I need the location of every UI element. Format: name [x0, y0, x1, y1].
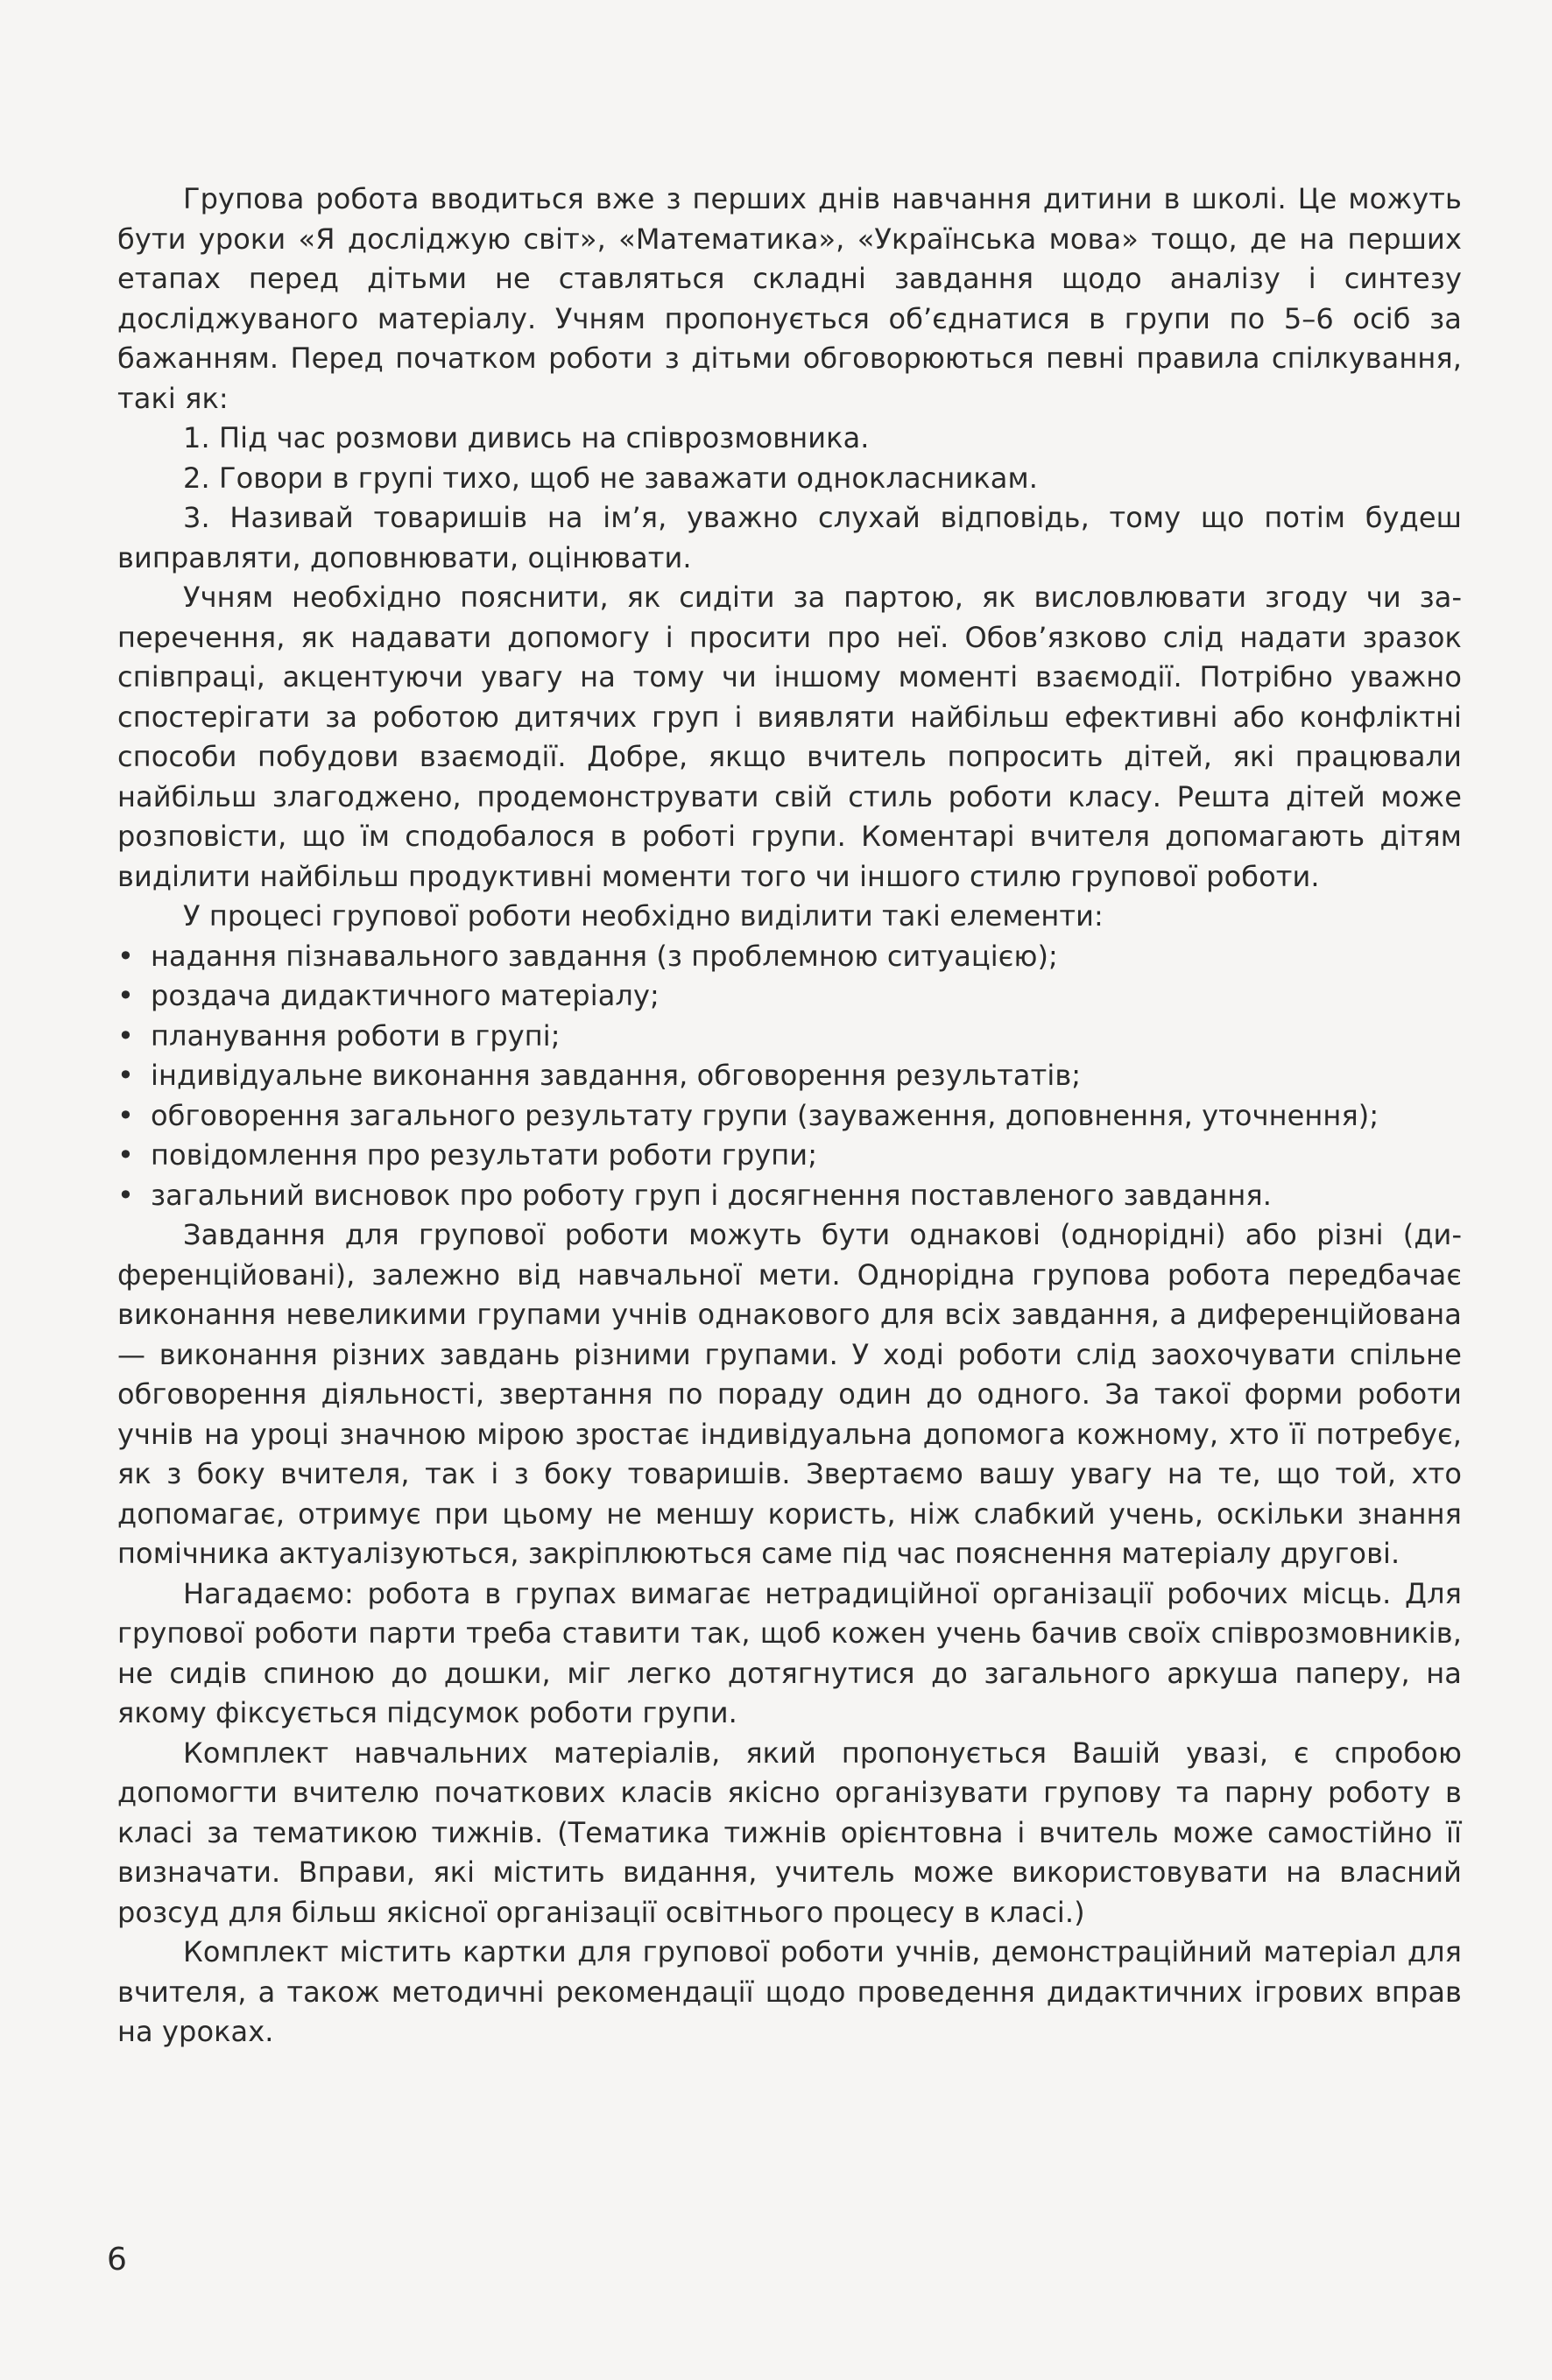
- elements-list: [117, 937, 1462, 1216]
- intro-paragraph: Групова робота вводиться вже з перших днів навчання дитини в школі. Це можуть бути уроки «Я досліджую світ», «Математика», «Українська мова» тощо, де на перших етапах перед дітьми не ставляться складні завдання щодо аналізу і синтезу досліджуваного матеріалу. Учням пропонується об’єднатися в групи по 5–6 осіб за бажанням. Перед початком роботи з дітьми обговорюються певні правила спілкування, такі як:: [117, 182, 1462, 415]
- element-text: обговорення загального результату групи (зауваження, доповнення, уточнення);: [151, 1098, 1379, 1132]
- element-item: [117, 1056, 1462, 1096]
- element-item: [117, 937, 1462, 977]
- explanation-paragraph: Учням необхідно пояснити, як сидіти за партою, як висловлювати згоду чи заперечення, як надавати допомогу і просити про неї. Обов’язково слід надати зразок співпраці, акцентуючи увагу на тому чи іншому моменті взаємодії. Потрібно уважно спостерігати за роботою дитячих груп і виявляти найбільш ефективні або конфліктні способи побудови взаємодії. Добре, якщо вчитель попросить дітей, які працювали найбільш злагоджено, продемонструвати свій стиль роботи класу. Решта дітей може розповісти, що їм сподобалося в роботі групи. Коментарі вчителя допомагають дітям виділити найбільш продуктивні моменти того чи іншого стилю групової роботи.: [117, 581, 1462, 893]
- bullet-icon: •: [117, 1138, 134, 1172]
- reminder-paragraph: Нагадаємо: робота в групах вимагає нетрадиційної організації робочих місць. Для групової роботи парти треба ставити так, щоб кожен учень бачив своїх співрозмовників, не сидів спиною до дошки, міг легко дотягнутися до загального аркуша паперу, на якому фіксується підсумок роботи групи.: [117, 1576, 1462, 1729]
- element-item: [117, 1176, 1462, 1216]
- elements-intro: У процесі групової роботи необхідно виділити такі елементи:: [183, 899, 1104, 933]
- element-item: [117, 1017, 1462, 1057]
- bullet-icon: •: [117, 939, 134, 973]
- element-text: повідомлення про результати роботи групи;: [151, 1138, 818, 1172]
- bullet-icon: •: [117, 1098, 134, 1132]
- kit-paragraph: Комплект навчальних матеріалів, який пропонується Вашій увазі, є спробою допомогти вчителю початкових класів якісно організувати групову та парну роботу в класі за тематикою тижнів. (Тематика тижнів орієнтовна і вчитель може самостійно її визначати. Вправи, які містить видання, учитель може використовувати на власний розсуд для більш якісної організації освітнього процесу в класі.): [117, 1736, 1462, 1929]
- tasks-paragraph: Завдання для групової роботи можуть бути однакові (однорідні) або різні (диференційовані), залежно від навчальної мети. Однорідна групова робота передбачає виконання невеликими групами учнів однакового для всіх завдання, а диференційована — виконання різних завдань різними групами. У ході роботи слід заохочувати спільне обговорення діяльності, звертання по пораду один до одного. За такої форми роботи учнів на уроці значною мірою зростає індивідуальна допомога кожному, хто її потребує, як з боку вчителя, так і з боку товаришів. Звертаємо вашу увагу на те, що той, хто допомагає, отримує при цьому не меншу користь, ніж слабкий учень, оскільки знання помічника актуалізуються, закріплюються саме під час пояснення матеріалу другові.: [117, 1218, 1462, 1570]
- page-body: [117, 180, 1462, 2053]
- element-text: планування роботи в групі;: [151, 1018, 561, 1053]
- element-item: [117, 1136, 1462, 1176]
- element-text: роздача дидактичного матеріалу;: [151, 979, 660, 1012]
- element-item: [117, 1096, 1462, 1137]
- rule-item: 1. Під час розмови дивись на співрозмовника.: [183, 421, 870, 454]
- kit-contents-paragraph: Комплект містить картки для групової роботи учнів, демонстраційний матеріал для вчителя, а також методичні рекомендації щодо проведення дидактичних ігрових вправ на уроках.: [117, 1935, 1462, 2048]
- bullet-icon: •: [117, 979, 134, 1012]
- element-text: індивідуальне виконання завдання, обговорення результатів;: [151, 1059, 1082, 1092]
- bullet-icon: •: [117, 1059, 134, 1092]
- page-number: 6: [107, 2242, 127, 2278]
- bullet-icon: •: [117, 1018, 134, 1053]
- element-item: [117, 976, 1462, 1017]
- rule-item: 2. Говори в групі тихо, щоб не заважати однокласникам.: [183, 461, 1038, 495]
- bullet-icon: •: [117, 1178, 134, 1212]
- rules-list: [117, 419, 1462, 578]
- element-text: надання пізнавального завдання (з проблемною ситуацією);: [151, 939, 1058, 973]
- rule-item: 3. Називай товаришів на ім’я, уважно слухай відповідь, тому що потім будеш виправляти, доповнювати, оцінювати.: [117, 501, 1462, 574]
- element-text: загальний висновок про роботу груп і досягнення поставленого завдання.: [151, 1178, 1273, 1212]
